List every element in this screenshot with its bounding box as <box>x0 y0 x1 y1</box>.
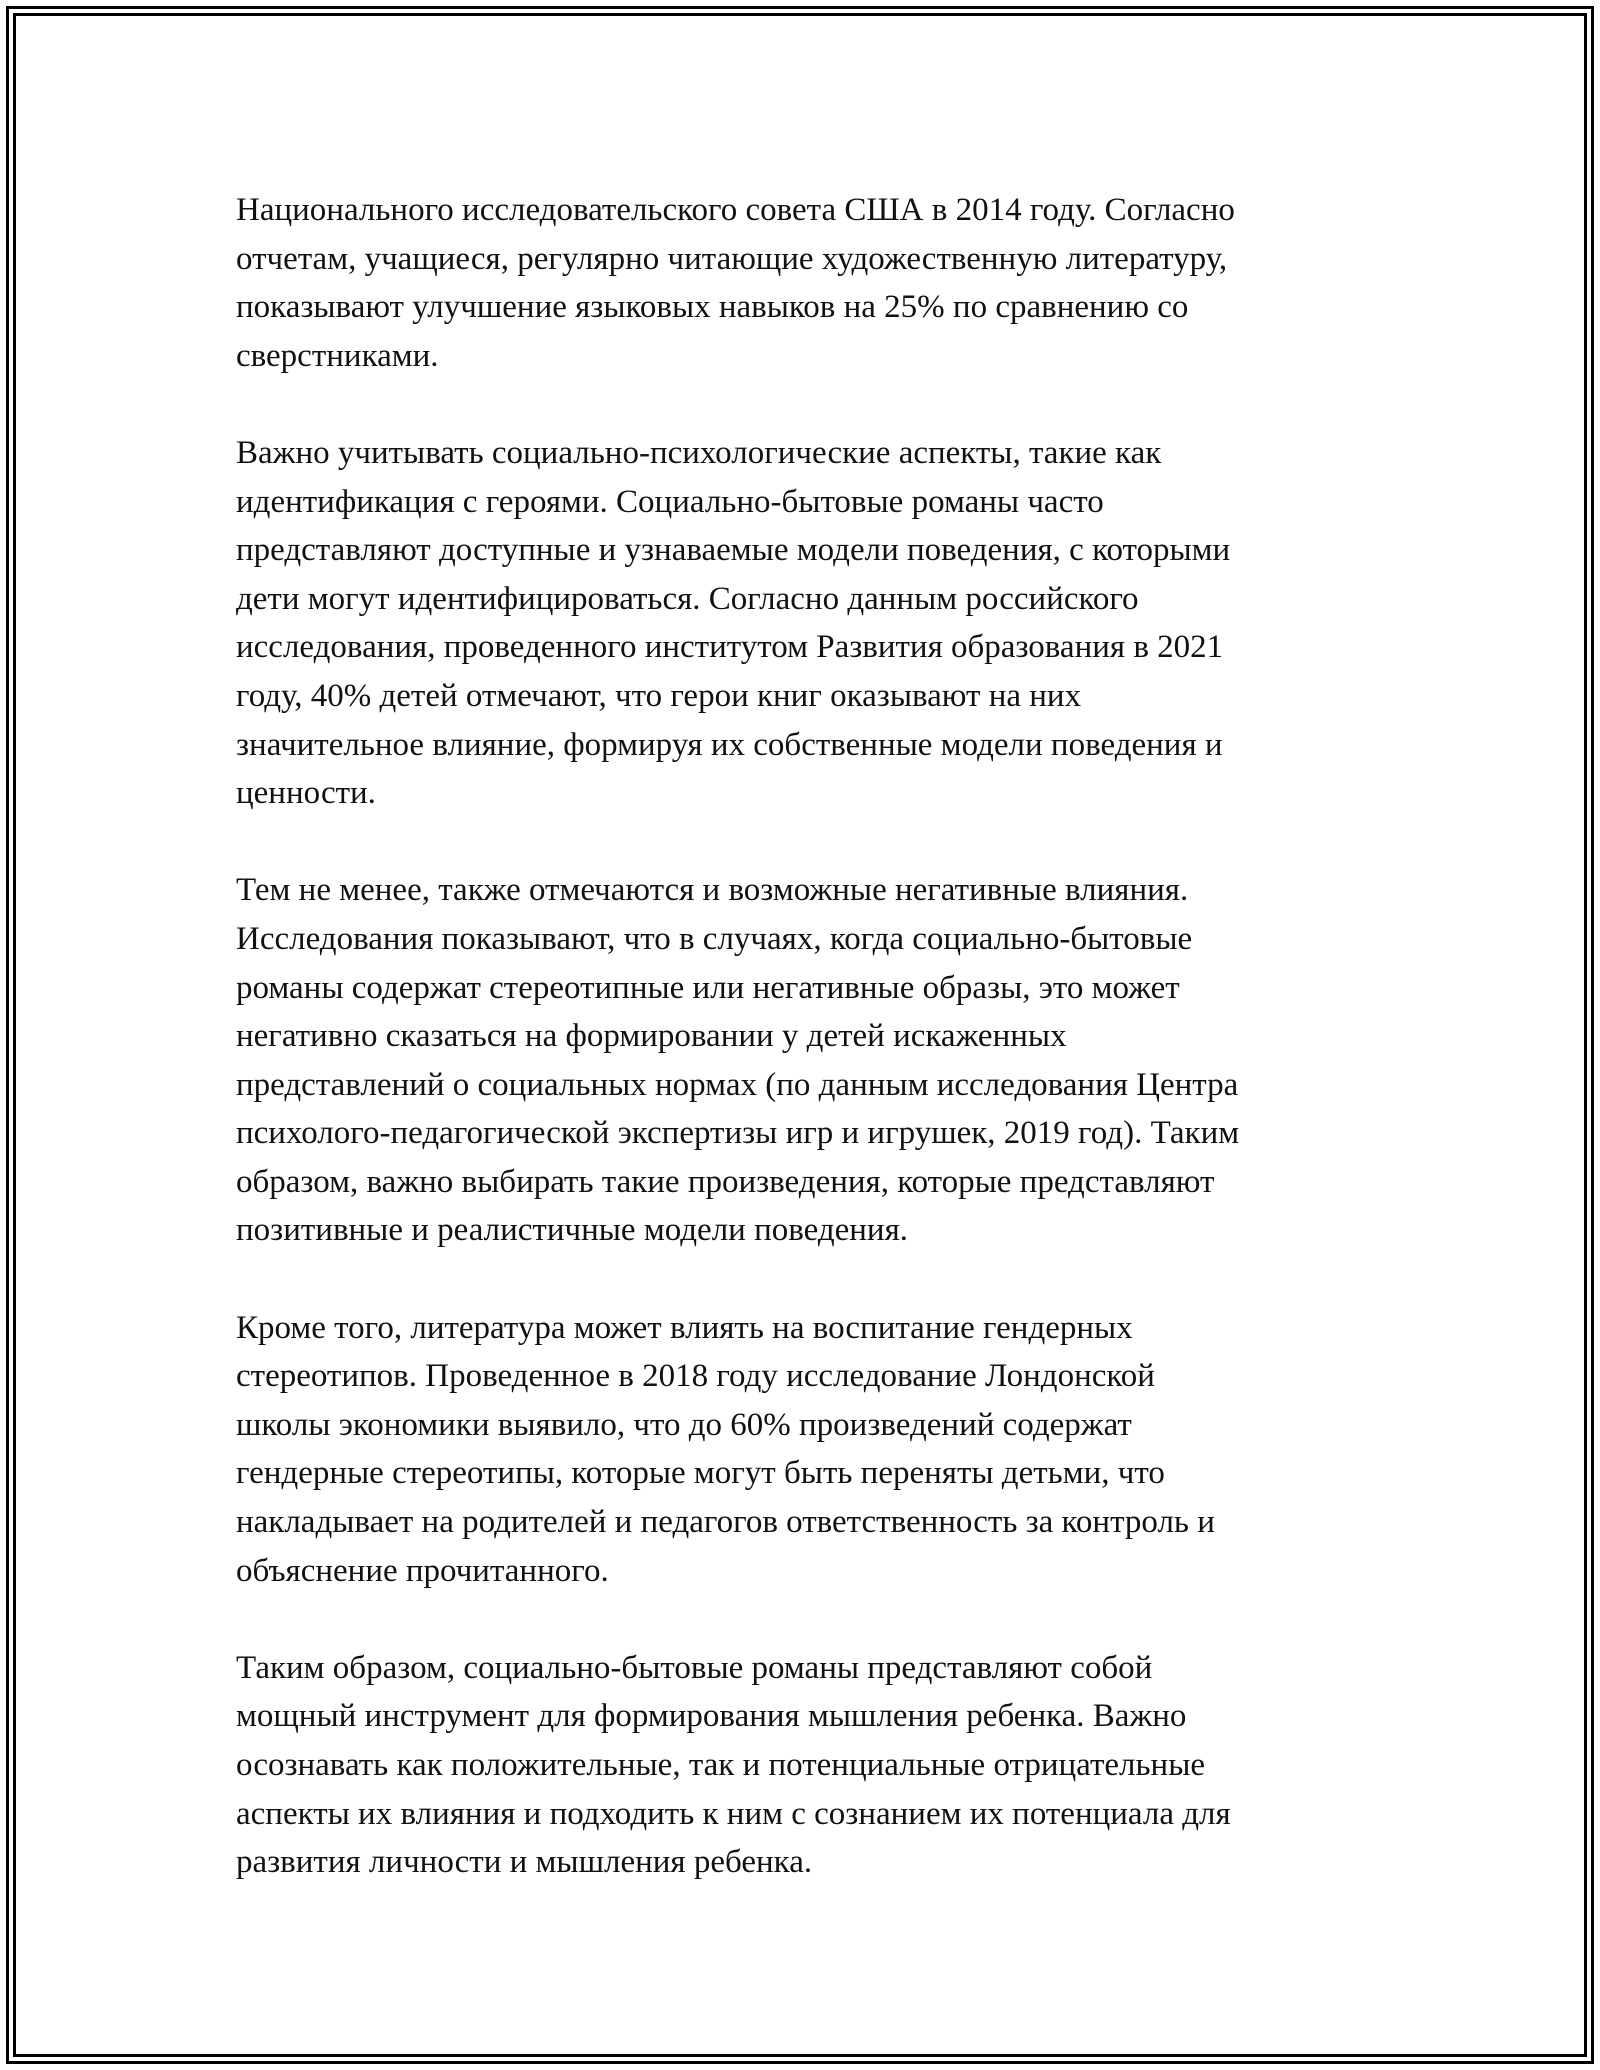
paragraph-1: Национального исследовательского совета США в 2014 году. Согласно отчетам, учащиеся, регулярно читающие художественную литературу, показывают улучшение языковых навыков на 25% по сравнению со сверстниками. <box>236 192 1235 374</box>
paragraph-4: Кроме того, литература может влиять на воспитание гендерных стереотипов. Проведенное в 2018 году исследование Лондонской школы экономики выявило, что до 60% произведений содержат гендерные стереотипы, которые могут быть переняты детьми, что накладывает на родителей и педагогов ответственность за контроль и объяснение прочитанного. <box>236 1309 1215 1589</box>
document-body <box>236 186 1366 1935</box>
paragraph-3: Тем не менее, также отмечаются и возможные негативные влияния. Исследования показывают, что в случаях, когда социально-бытовые романы содержат стереотипные или негативные образы, это может негативно сказаться на формировании у детей искаженных представлений о социальных нормах (по данным исследования Центра психолого-педагогической экспертизы игр и игрушек, 2019 год). Таким образом, важно выбирать такие произведения, которые представляют позитивные и реалистичные модели поведения. <box>236 872 1240 1249</box>
paragraph-2: Важно учитывать социально-психологические аспекты, такие как идентификация с героями. Социально-бытовые романы часто представляют доступные и узнаваемые модели поведения, с которыми дети могут идентифицироваться. Согласно данным российского исследования, проведенного институтом Развития образования в 2021 году, 40% детей отмечают, что герои книг оказывают на них значительное влияние, формируя их собственные модели поведения и ценности. <box>236 434 1231 812</box>
paragraph-5: Таким образом, социально-бытовые романы представляют собой мощный инструмент для формирования мышления ребенка. Важно осознавать как положительные, так и потенциальные отрицательные аспекты их влияния и подходить к ним с сознанием их потенциала для развития личности и мышления ребенка. <box>236 1649 1231 1881</box>
